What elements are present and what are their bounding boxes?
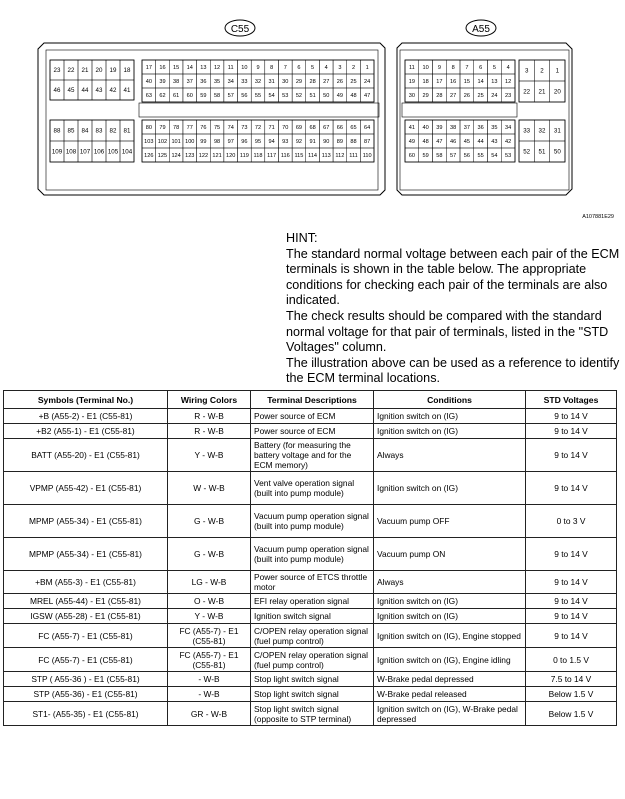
pin-number: 59	[422, 153, 429, 160]
pin-number: 40	[145, 79, 152, 86]
pin-number: 113	[321, 153, 331, 160]
table-row	[4, 571, 617, 594]
c55-label: C55	[230, 24, 250, 35]
header-conditions: Conditions	[374, 391, 526, 409]
pin-number: 50	[323, 93, 330, 100]
pin-number: 68	[309, 125, 316, 132]
pin-number: 39	[159, 79, 166, 86]
cell-symbol: MREL (A55-44) - E1 (C55-81)	[4, 594, 168, 609]
cell-wiring-color: FC (A55-7) - E1 (C55-81)	[168, 648, 251, 672]
pin-number: 125	[157, 153, 168, 160]
cell-description: EFI relay operation signal	[251, 594, 374, 609]
pin-number: 36	[477, 125, 484, 132]
pin-number: 122	[198, 153, 209, 160]
cell-symbol: VPMP (A55-42) - E1 (C55-81)	[4, 472, 168, 505]
pin-number: 45	[67, 87, 75, 95]
pin-number: 69	[295, 125, 303, 132]
pin-number: 39	[436, 125, 443, 132]
pin-number: 48	[422, 139, 429, 146]
pin-number: 8	[451, 65, 455, 72]
pin-number: 65	[350, 125, 357, 132]
pin-number: 83	[95, 127, 103, 135]
figure-id: A107881E29	[582, 214, 614, 220]
pin-number: 2	[351, 65, 356, 72]
pin-number: 20	[553, 88, 561, 96]
pin-number: 24	[491, 93, 498, 100]
cell-description: Battery (for measuring the battery voltage and for the ECM memory)	[251, 439, 374, 472]
pin-number: 29	[422, 93, 429, 100]
pin-number: 4	[324, 65, 328, 72]
pin-number: 92	[295, 139, 303, 146]
pin-number: 120	[226, 153, 236, 160]
pin-number: 36	[200, 79, 207, 86]
cell-condition: Ignition switch on (IG)	[374, 609, 526, 624]
pin-number: 55	[254, 93, 262, 100]
table-row	[4, 424, 617, 439]
cell-description: Ignition switch signal	[251, 609, 374, 624]
pin-number: 79	[159, 125, 166, 132]
pin-number: 18	[422, 79, 429, 86]
pin-number: 115	[294, 153, 304, 160]
cell-wiring-color: Y - W-B	[168, 439, 251, 472]
hint-paragraph-1: The standard normal voltage between each pair of the ECM terminals is shown in the table below. The appropriate conditions for checking each pair of the terminals are also indicated.	[286, 246, 620, 308]
cell-condition: Ignition switch on (IG), W-Brake pedal depressed	[374, 702, 526, 726]
pin-number: 109	[51, 148, 63, 156]
pin-number: 96	[241, 139, 248, 146]
hint-block	[286, 231, 621, 387]
cell-symbol: +B2 (A55-1) - E1 (C55-81)	[4, 424, 168, 439]
pin-number: 8	[270, 65, 274, 72]
cell-std-voltage: 9 to 14 V	[526, 624, 617, 648]
table-row	[4, 538, 617, 571]
pin-number: 58	[436, 153, 443, 160]
pin-number: 21	[538, 88, 546, 96]
pin-number: 29	[295, 79, 303, 86]
cell-symbol: +BM (A55-3) - E1 (C55-81)	[4, 571, 168, 594]
pin-number: 17	[436, 79, 443, 86]
pin-number: 32	[254, 79, 262, 86]
pin-number: 59	[200, 93, 207, 100]
cell-condition: Vacuum pump OFF	[374, 505, 526, 538]
pin-number: 98	[213, 139, 221, 146]
pin-number: 51	[309, 93, 316, 100]
table-row	[4, 439, 617, 472]
pin-number: 63	[145, 93, 152, 100]
pin-number: 71	[268, 125, 275, 132]
cell-condition: Always	[374, 571, 526, 594]
pin-number: 67	[323, 125, 330, 132]
pin-number: 25	[350, 79, 357, 86]
header-std-voltages: STD Voltages	[526, 391, 617, 409]
pin-number: 54	[268, 93, 275, 100]
cell-condition: Always	[374, 439, 526, 472]
pin-number: 26	[336, 79, 343, 86]
cell-std-voltage: 9 to 14 V	[526, 594, 617, 609]
cell-description: Power source of ECM	[251, 409, 374, 424]
cell-description: Power source of ECM	[251, 424, 374, 439]
pin-number: 91	[309, 139, 316, 146]
pin-number: 30	[282, 79, 289, 86]
pin-number: 23	[53, 67, 61, 75]
pin-number: 18	[123, 67, 131, 75]
pin-number: 43	[491, 139, 498, 146]
pin-number: 112	[335, 153, 345, 160]
pin-number: 58	[213, 93, 221, 100]
header-wiring-colors: Wiring Colors	[168, 391, 251, 409]
cell-wiring-color: R - W-B	[168, 424, 251, 439]
pin-number: 10	[422, 65, 429, 72]
cell-wiring-color: G - W-B	[168, 505, 251, 538]
ecm-terminal-table	[3, 390, 617, 726]
pin-number: 121	[212, 153, 222, 160]
cell-symbol: STP (A55-36) - E1 (C55-81)	[4, 687, 168, 702]
pin-number: 88	[350, 139, 357, 146]
pin-number: 1	[555, 67, 560, 75]
pin-number: 119	[239, 153, 249, 160]
cell-symbol: STP ( A55-36 ) - E1 (C55-81)	[4, 672, 168, 687]
cell-std-voltage: Below 1.5 V	[526, 687, 617, 702]
ecm-connector-diagram	[0, 0, 625, 225]
pin-number: 7	[465, 65, 469, 72]
pin-number: 80	[145, 125, 152, 132]
pin-number: 64	[364, 125, 371, 132]
table-row	[4, 609, 617, 624]
pin-number: 21	[81, 67, 89, 75]
pin-number: 42	[109, 87, 117, 95]
pin-number: 60	[186, 93, 193, 100]
cell-description: Stop light switch signal	[251, 672, 374, 687]
cell-description: C/OPEN relay operation signal (fuel pump control)	[251, 648, 374, 672]
cell-condition: Ignition switch on (IG)	[374, 409, 526, 424]
cell-description: Stop light switch signal	[251, 687, 374, 702]
pin-number: 73	[241, 125, 248, 132]
pin-number: 117	[267, 153, 277, 160]
pin-number: 25	[477, 93, 484, 100]
cell-std-voltage: Below 1.5 V	[526, 702, 617, 726]
pin-number: 35	[491, 125, 498, 132]
pin-number: 34	[227, 79, 234, 86]
pin-number: 11	[408, 65, 415, 72]
pin-number: 99	[200, 139, 207, 146]
pin-number: 75	[213, 125, 221, 132]
pin-number: 56	[463, 153, 470, 160]
cell-symbol: IGSW (A55-28) - E1 (C55-81)	[4, 609, 168, 624]
pin-number: 105	[107, 148, 119, 156]
table-row	[4, 472, 617, 505]
pin-number: 3	[524, 67, 529, 75]
pin-number: 107	[79, 148, 91, 156]
pin-number: 6	[297, 65, 301, 72]
pin-number: 11	[227, 65, 234, 72]
pin-number: 37	[186, 79, 193, 86]
pin-number: 1	[365, 65, 369, 72]
pin-number: 101	[171, 139, 181, 146]
pin-number: 53	[505, 153, 512, 160]
pin-number: 10	[241, 65, 248, 72]
cell-wiring-color: R - W-B	[168, 409, 251, 424]
pin-number: 13	[200, 65, 207, 72]
pin-number: 116	[280, 153, 290, 160]
pin-number: 41	[123, 87, 131, 95]
pin-number: 43	[95, 87, 103, 95]
pin-number: 72	[254, 125, 262, 132]
pin-number: 22	[523, 88, 531, 96]
pin-number: 97	[227, 139, 234, 146]
pin-number: 5	[492, 65, 496, 72]
pin-number: 111	[349, 153, 358, 160]
pin-number: 57	[450, 153, 457, 160]
pin-number: 40	[422, 125, 429, 132]
pin-number: 41	[408, 125, 415, 132]
pin-number: 49	[408, 139, 415, 146]
cell-std-voltage: 9 to 14 V	[526, 472, 617, 505]
cell-std-voltage: 9 to 14 V	[526, 424, 617, 439]
pin-number: 31	[553, 127, 561, 135]
cell-description: Vacuum pump operation signal (built into pump module)	[251, 538, 374, 571]
cell-symbol: MPMP (A55-34) - E1 (C55-81)	[4, 538, 168, 571]
pin-number: 118	[253, 153, 263, 160]
pin-number: 61	[173, 93, 180, 100]
cell-description: Power source of ETCS throttle motor	[251, 571, 374, 594]
pin-number: 60	[408, 153, 415, 160]
pin-number: 3	[338, 65, 342, 72]
header-symbols: Symbols (Terminal No.)	[4, 391, 168, 409]
pin-number: 114	[308, 153, 318, 160]
pin-number: 53	[282, 93, 289, 100]
pin-number: 17	[145, 65, 152, 72]
cell-wiring-color: - W-B	[168, 687, 251, 702]
cell-std-voltage: 9 to 14 V	[526, 409, 617, 424]
pin-number: 22	[67, 67, 75, 75]
pin-number: 100	[185, 139, 195, 146]
hint-paragraph-3: The illustration above can be used as a reference to identify the ECM terminal locations.	[286, 355, 620, 386]
cell-condition: W-Brake pedal depressed	[374, 672, 526, 687]
pin-number: 52	[523, 148, 531, 156]
pin-number: 19	[109, 67, 117, 75]
cell-std-voltage: 0 to 3 V	[526, 505, 617, 538]
pin-number: 56	[241, 93, 248, 100]
cell-wiring-color: - W-B	[168, 672, 251, 687]
pin-number: 9	[437, 65, 441, 72]
cell-wiring-color: O - W-B	[168, 594, 251, 609]
cell-std-voltage: 9 to 14 V	[526, 439, 617, 472]
pin-number: 35	[213, 79, 221, 86]
pin-number: 47	[436, 139, 443, 146]
pin-number: 62	[159, 93, 166, 100]
cell-std-voltage: 0 to 1.5 V	[526, 648, 617, 672]
pin-number: 14	[477, 79, 484, 86]
cell-description: Vent valve operation signal (built into pump module)	[251, 472, 374, 505]
cell-wiring-color: W - W-B	[168, 472, 251, 505]
pin-number: 90	[323, 139, 330, 146]
pin-number: 123	[185, 153, 195, 160]
pin-number: 20	[95, 67, 103, 75]
cell-std-voltage: 9 to 14 V	[526, 609, 617, 624]
pin-number: 30	[408, 93, 415, 100]
pin-grid	[50, 60, 565, 162]
table-row	[4, 648, 617, 672]
pin-number: 45	[463, 139, 470, 146]
pin-number: 103	[144, 139, 154, 146]
pin-number: 52	[295, 93, 303, 100]
pin-number: 124	[171, 153, 181, 160]
pin-number: 106	[93, 148, 105, 156]
pin-number: 9	[256, 65, 260, 72]
cell-wiring-color: GR - W-B	[168, 702, 251, 726]
cell-wiring-color: G - W-B	[168, 538, 251, 571]
pin-number: 12	[505, 79, 512, 86]
cell-condition: Ignition switch on (IG)	[374, 472, 526, 505]
pin-number: 42	[505, 139, 512, 146]
cell-std-voltage: 7.5 to 14 V	[526, 672, 617, 687]
pin-number: 76	[200, 125, 207, 132]
pin-number: 70	[282, 125, 289, 132]
pin-number: 46	[450, 139, 457, 146]
pin-number: 28	[309, 79, 316, 86]
pin-number: 15	[463, 79, 470, 86]
pin-number: 4	[506, 65, 510, 72]
pin-number: 54	[491, 153, 498, 160]
pin-number: 13	[491, 79, 498, 86]
cell-condition: Ignition switch on (IG), Engine stopped	[374, 624, 526, 648]
pin-number: 110	[362, 153, 372, 160]
cell-symbol: BATT (A55-20) - E1 (C55-81)	[4, 439, 168, 472]
hint-title: HINT:	[286, 231, 318, 245]
pin-number: 14	[186, 65, 193, 72]
pin-number: 24	[364, 79, 371, 86]
cell-description: C/OPEN relay operation signal (fuel pump control)	[251, 624, 374, 648]
pin-number: 2	[540, 67, 544, 75]
table-row	[4, 672, 617, 687]
pin-number: 47	[364, 93, 371, 100]
cell-condition: W-Brake pedal released	[374, 687, 526, 702]
table-row	[4, 409, 617, 424]
pin-number: 23	[505, 93, 512, 100]
pin-number: 49	[336, 93, 343, 100]
pin-number: 95	[254, 139, 262, 146]
cell-symbol: FC (A55-7) - E1 (C55-81)	[4, 624, 168, 648]
cell-symbol: +B (A55-2) - E1 (C55-81)	[4, 409, 168, 424]
cell-wiring-color: LG - W-B	[168, 571, 251, 594]
pin-number: 81	[123, 127, 131, 135]
pin-number: 87	[364, 139, 371, 146]
pin-number: 89	[336, 139, 343, 146]
table-row	[4, 594, 617, 609]
table-row	[4, 624, 617, 648]
pin-number: 33	[241, 79, 248, 86]
pin-number: 34	[505, 125, 512, 132]
pin-number: 6	[479, 65, 483, 72]
pin-number: 74	[227, 125, 234, 132]
pin-number: 37	[463, 125, 470, 132]
pin-number: 12	[213, 65, 221, 72]
pin-number: 44	[477, 139, 484, 146]
cell-std-voltage: 9 to 14 V	[526, 538, 617, 571]
table-header-row	[4, 391, 617, 409]
pin-number: 5	[311, 65, 315, 72]
pin-number: 19	[408, 79, 415, 86]
cell-wiring-color: FC (A55-7) - E1 (C55-81)	[168, 624, 251, 648]
header-terminal-descriptions: Terminal Descriptions	[251, 391, 374, 409]
pin-number: 38	[450, 125, 457, 132]
cell-symbol: FC (A55-7) - E1 (C55-81)	[4, 648, 168, 672]
cell-condition: Ignition switch on (IG)	[374, 594, 526, 609]
pin-number: 48	[350, 93, 357, 100]
pin-number: 82	[109, 127, 117, 135]
table-row	[4, 702, 617, 726]
pin-number: 50	[553, 148, 561, 156]
cell-symbol: MPMP (A55-34) - E1 (C55-81)	[4, 505, 168, 538]
pin-number: 7	[283, 65, 287, 72]
cell-condition: Ignition switch on (IG)	[374, 424, 526, 439]
table-row	[4, 505, 617, 538]
a55-label: A55	[472, 24, 490, 35]
pin-number: 38	[173, 79, 180, 86]
pin-number: 104	[121, 148, 133, 156]
pin-number: 57	[227, 93, 234, 100]
table-row	[4, 687, 617, 702]
pin-number: 46	[53, 87, 61, 95]
pin-number: 93	[282, 139, 289, 146]
pin-number: 126	[144, 153, 154, 160]
cell-description: Vacuum pump operation signal (built into pump module)	[251, 505, 374, 538]
pin-number: 16	[159, 65, 166, 72]
pin-number: 88	[53, 127, 61, 135]
pin-number: 94	[268, 139, 275, 146]
pin-number: 55	[477, 153, 484, 160]
pin-number: 44	[81, 87, 89, 95]
pin-number: 26	[463, 93, 470, 100]
pin-number: 15	[173, 65, 180, 72]
pin-number: 51	[538, 148, 546, 156]
pin-number: 66	[336, 125, 343, 132]
pin-number: 32	[538, 127, 546, 135]
pin-number: 108	[65, 148, 77, 156]
cell-description: Stop light switch signal (opposite to STP terminal)	[251, 702, 374, 726]
pin-number: 27	[323, 79, 330, 86]
hint-paragraph-2: The check results should be compared with the standard normal voltage for that pair of terminals, listed in the "STD Voltages" column.	[286, 308, 609, 355]
pin-number: 16	[450, 79, 457, 86]
pin-number: 102	[157, 139, 168, 146]
cell-condition: Ignition switch on (IG), Engine idling	[374, 648, 526, 672]
pin-number: 33	[523, 127, 531, 135]
pin-number: 31	[268, 79, 275, 86]
cell-symbol: ST1- (A55-35) - E1 (C55-81)	[4, 702, 168, 726]
pin-number: 28	[436, 93, 443, 100]
cell-condition: Vacuum pump ON	[374, 538, 526, 571]
pin-number: 27	[450, 93, 457, 100]
cell-wiring-color: Y - W-B	[168, 609, 251, 624]
pin-number: 84	[81, 127, 89, 135]
pin-number: 78	[173, 125, 180, 132]
cell-std-voltage: 9 to 14 V	[526, 571, 617, 594]
pin-number: 85	[67, 127, 75, 135]
pin-number: 77	[186, 125, 193, 132]
